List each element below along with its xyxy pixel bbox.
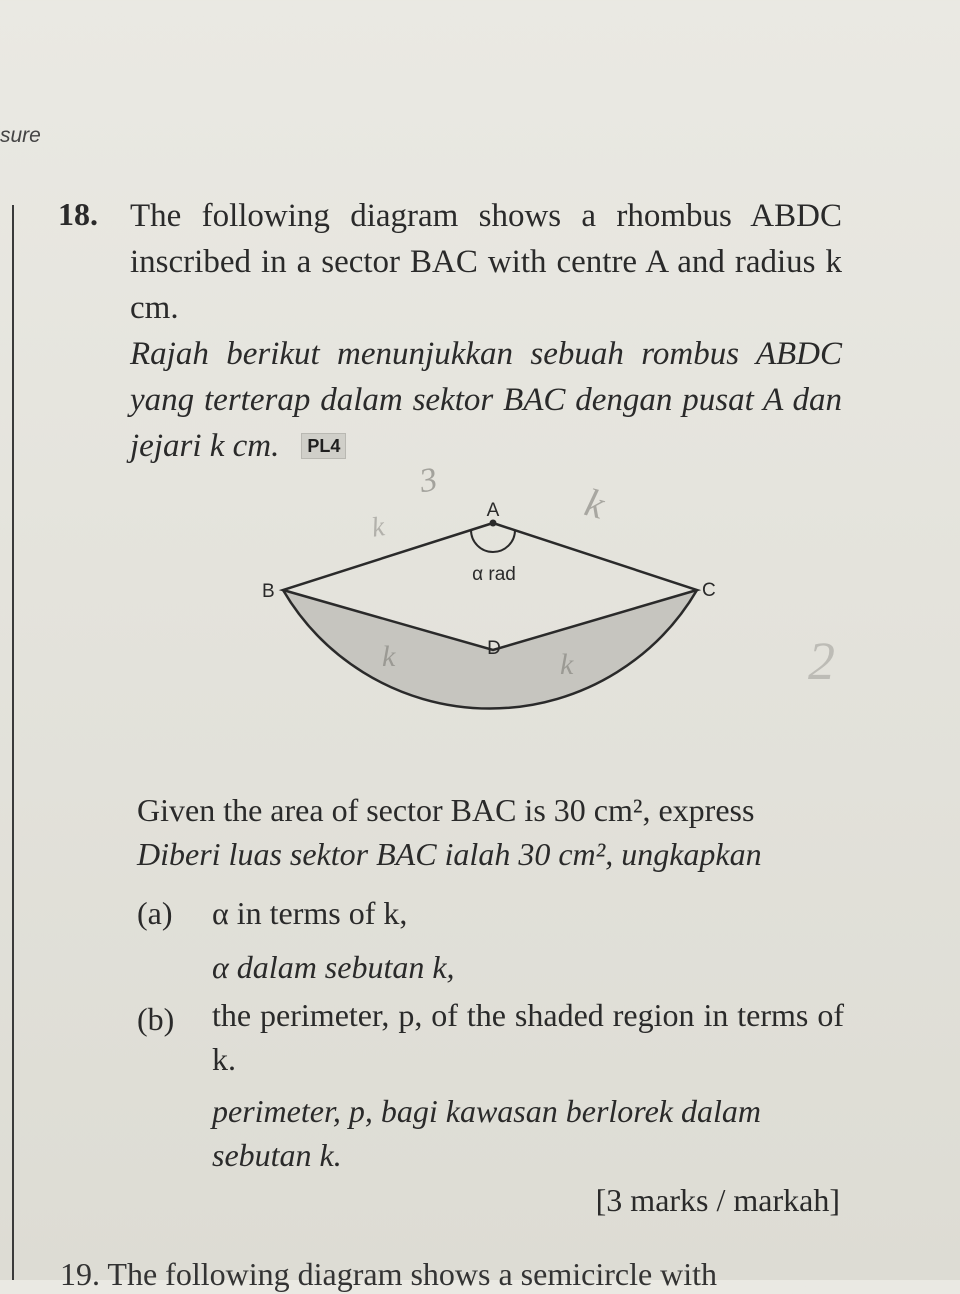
margin-line bbox=[12, 205, 14, 1280]
pencil-mark-3: 3 bbox=[416, 460, 440, 501]
pencil-mark-k-lower-left: k bbox=[382, 640, 396, 673]
point-c-label: C bbox=[702, 580, 716, 601]
part-a-malay: α dalam sebutan k, bbox=[212, 949, 455, 985]
question-intro-malay bbox=[130, 331, 842, 469]
level-badge: PL4 bbox=[301, 433, 346, 459]
page-header-fragment: sure bbox=[0, 124, 41, 147]
part-b-label: (b) bbox=[137, 1001, 175, 1037]
rhombus-sector-diagram bbox=[240, 480, 740, 780]
marks-allocation: [3 marks / markah] bbox=[595, 1182, 840, 1218]
angle-marker bbox=[471, 530, 515, 552]
given-statement-malay: Diberi luas sektor BAC ialah 30 cm², ungkapkan bbox=[137, 836, 762, 872]
angle-label: α rad bbox=[472, 564, 516, 585]
pencil-mark-k-upper-left: k bbox=[369, 511, 387, 544]
pencil-mark-k-lower-right: k bbox=[560, 648, 574, 681]
question-intro-english: The following diagram shows a rhombus ABDC inscribed in a sector BAC with centre A and radius k cm. bbox=[130, 198, 842, 326]
question-intro-malay-text: Rajah berikut menunjukkan sebuah rombus ABDC yang terterap dalam sektor BAC dengan pusat A dan jejari k cm. bbox=[130, 336, 842, 464]
part-b-malay: perimeter, p, bagi kawasan berlorek dalam sebutan k. bbox=[212, 1093, 761, 1173]
given-statement-english: Given the area of sector BAC is 30 cm², express bbox=[137, 792, 755, 828]
point-a-label: A bbox=[486, 500, 500, 521]
point-b-label: B bbox=[262, 581, 275, 602]
part-a-label: (a) bbox=[137, 895, 173, 931]
part-a-english: α in terms of k, bbox=[212, 895, 408, 931]
pencil-mark-k-upper-right: k bbox=[580, 479, 610, 528]
part-b-english: the perimeter, p, of the shaded region in terms of k. bbox=[212, 997, 844, 1077]
point-d-label: D bbox=[487, 638, 501, 659]
next-question-fragment: 19. The following diagram shows a semicircle with bbox=[60, 1256, 718, 1292]
question-number: 18. bbox=[58, 196, 98, 232]
pencil-mark-2: 2 bbox=[808, 631, 835, 691]
